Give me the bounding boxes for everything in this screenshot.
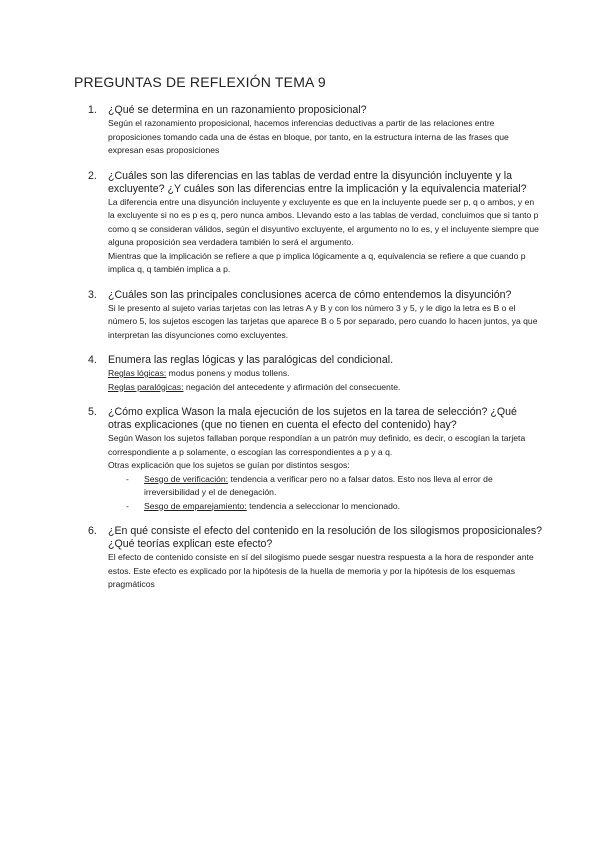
- answer: [108, 117, 543, 158]
- bias-text: tendencia a verificar pero no a falsar datos. Esto nos lleva al error de irreversibilidad y el de denegación.: [144, 473, 493, 497]
- answer-paragraph: Según el razonamiento proposicional, hacemos inferencias deductivas a partir de las relaciones entre proposiciones tomando cada una de éstas en bloque, por tanto, en la estructura interna de las frases que expresan esas proposiciones: [108, 118, 509, 155]
- question-text: ¿Cuáles son las principales conclusiones acerca de cómo entendemos la disyunción?: [108, 288, 512, 301]
- rule-text: negación del antecedente y afirmación del consecuente.: [183, 381, 401, 392]
- answer: [108, 367, 543, 394]
- question-text: Enumera las reglas lógicas y las paralógicas del condicional.: [108, 354, 394, 366]
- bias-text: tendencia a seleccionar lo mencionado.: [246, 500, 401, 511]
- answer-paragraph: El efecto de contenido consiste en sí del silogismo puede sesgar nuestra respuesta a la hora de responder ante estos. Este efecto es explicado por la hipótesis de la huella de memoria y por la hipótesis de los esquemas pragmáticos: [108, 552, 534, 589]
- page-title: PREGUNTAS DE REFLEXIÓN TEMA 9: [74, 74, 326, 90]
- bullet-dash: -: [126, 500, 129, 511]
- question-6: [88, 525, 543, 592]
- question-number: 5.: [88, 406, 97, 418]
- bias-label: Sesgo de emparejamiento:: [144, 500, 247, 511]
- answer-paragraph: Mientras que la implicación se refiere a que p implica lógicamente a q, equivalencia se refiere a que cuando p implica q, q también implica a p.: [108, 250, 526, 274]
- rule-line-logical: [108, 367, 543, 381]
- bias-item-verification: [108, 473, 543, 500]
- question-number: 6.: [88, 525, 97, 537]
- bullet-dash: -: [126, 473, 129, 484]
- answer: [108, 432, 543, 513]
- question-list: [88, 104, 543, 604]
- answer: [108, 551, 543, 592]
- rule-label: Reglas paralógicas:: [108, 381, 184, 392]
- question-number: 2.: [88, 169, 97, 182]
- answer: [108, 196, 543, 277]
- answer: [108, 302, 543, 343]
- rule-line-paralogical: [108, 381, 543, 395]
- question-text: ¿Qué se determina en un razonamiento proposicional?: [108, 104, 367, 116]
- rule-text: modus ponens y modus tollens.: [166, 368, 290, 378]
- rule-label: Reglas lógicas:: [108, 368, 167, 378]
- question-number: 3.: [88, 288, 97, 301]
- question-number: 4.: [88, 354, 97, 366]
- question-text: ¿En qué consiste el efecto del contenido en la resolución de los silogismos proposicionales? ¿Qué teorías explican este efecto?: [108, 525, 543, 550]
- bias-label: Sesgo de verificación:: [144, 473, 229, 484]
- question-5: [88, 406, 543, 513]
- answer-paragraph: Según Wason los sujetos fallaban porque respondían a un patrón muy definido, es decir, o escogían la tarjeta correspondiente a p solamente, o escogían las correspondientes a p y a q.: [108, 433, 526, 457]
- question-1: [88, 104, 543, 158]
- answer-paragraph: Si le presento al sujeto varias tarjetas con las letras A y B y con los número 3 y 5, y le digo la letra es B o el número 5, los sujetos escogen las tarjetas que aparece B o 5 por separado, pero cuando lo hacen juntos, ya que interpretan las disyunciones como excluyentes.: [108, 302, 538, 340]
- question-2: [88, 170, 543, 277]
- question-number: 1.: [88, 104, 97, 116]
- bias-item-matching: [108, 500, 543, 514]
- answer-paragraph: La diferencia entre una disyunción incluyente y excluyente es que en la incluyente puede ser p, q o ambos, y en la excluyente si no es p es q, pero nunca ambos. Llevando esto a las tablas de verdad, concluimos que si tanto p como q se consideran válidos, según el disyuntivo excluyente, el argumento no lo es, y el incluyente siempre que alguna proposición sea verdadera también lo será el argumento.: [108, 196, 539, 247]
- question-4: [88, 354, 543, 394]
- question-3: [88, 289, 543, 343]
- answer-paragraph: Otras explicación que los sujetos se guían por distintos sesgos:: [108, 460, 350, 470]
- question-text: ¿Cuáles son las diferencias en las tablas de verdad entre la disyunción incluyente y la excluyente? ¿Y cuáles son las diferencias entre la implicación y la equivalencia material?: [108, 169, 527, 195]
- question-text: ¿Cómo explica Wason la mala ejecución de los sujetos en la tarea de selección? ¿Qué otras explicaciones (que no tienen en cuenta el efecto del contenido) hay?: [108, 406, 517, 431]
